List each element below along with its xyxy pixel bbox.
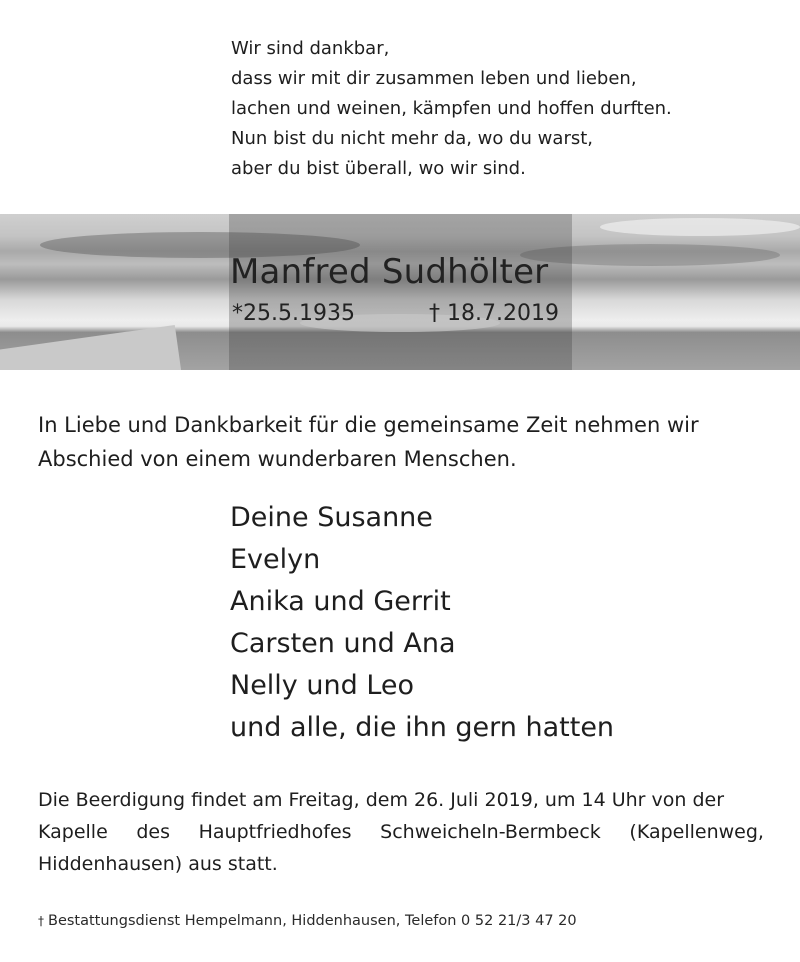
- intro-line: Abschied von einem wunderbaren Menschen.: [38, 447, 517, 471]
- mourner: Nelly und Leo: [230, 670, 415, 701]
- mourner: Anika und Gerrit: [230, 586, 451, 617]
- funeral-word: Schweicheln-Bermbeck: [380, 821, 601, 843]
- funeral-word: (Kapellenweg,: [629, 821, 764, 843]
- birth-date: *25.5.1935: [232, 301, 355, 326]
- funeral-word: Hauptfriedhofes: [198, 821, 352, 843]
- poem-line: Nun bist du nicht mehr da, wo du warst,: [231, 128, 593, 149]
- deceased-name: Manfred Sudhölter: [230, 252, 549, 292]
- poem-line: dass wir mit dir zusammen leben und lieben,: [231, 68, 637, 89]
- funeral-line-justified: [38, 816, 764, 848]
- funeral-line: Hiddenhausen) aus statt.: [38, 853, 278, 875]
- funeral-word: des: [136, 821, 171, 843]
- mourners-list: [230, 497, 614, 749]
- funeral-line-text: Die Beerdigung findet am Freitag, dem 26. Juli 2019, um 14 Uhr von der: [38, 789, 725, 811]
- mourner: und alle, die ihn gern hatten: [230, 712, 615, 743]
- poem-line: lachen und weinen, kämpfen und hoffen durften.: [231, 98, 672, 119]
- funeral-home-text: Bestattungsdienst Hempelmann, Hiddenhausen, Telefon 0 52 21/3 47 20: [48, 913, 577, 929]
- mourner: Deine Susanne: [230, 502, 433, 533]
- funeral-line: [38, 784, 764, 816]
- funeral-home-footer: [38, 910, 577, 932]
- mourner: Evelyn: [230, 544, 321, 575]
- death-date: † 18.7.2019: [429, 301, 559, 326]
- funeral-word: Kapelle: [38, 821, 108, 843]
- poem-line: aber du bist überall, wo wir sind.: [231, 158, 526, 179]
- intro-line: In Liebe und Dankbarkeit für die gemeinsame Zeit nehmen wir: [38, 413, 699, 437]
- poem: [231, 34, 672, 184]
- poem-line: Wir sind dankbar,: [231, 38, 390, 59]
- funeral-notice: [38, 784, 764, 880]
- intro-text: [38, 408, 768, 476]
- cross-icon: †: [38, 914, 44, 928]
- mourner: Carsten und Ana: [230, 628, 456, 659]
- cloud-shape: [600, 218, 800, 236]
